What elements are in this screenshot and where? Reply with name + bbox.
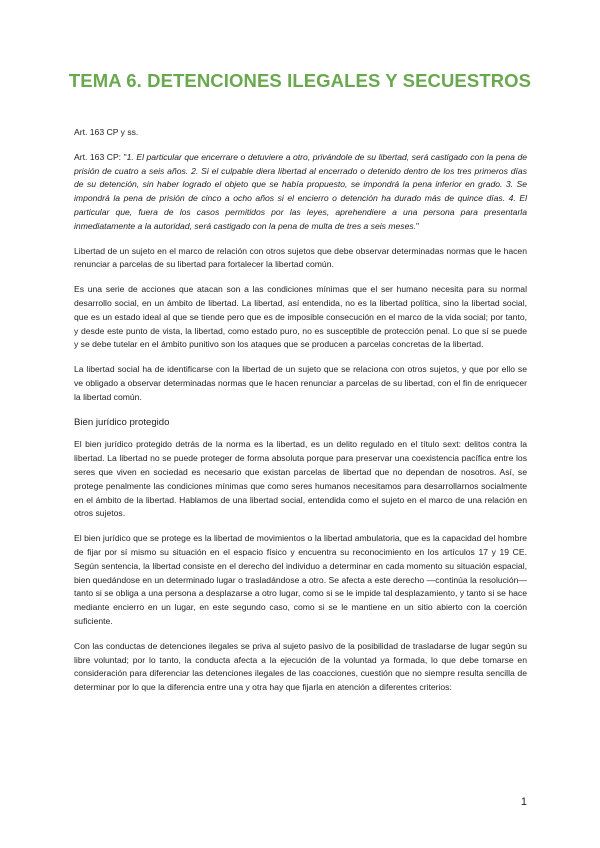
article-intro: Art. 163 CP: " <box>74 151 127 162</box>
section-subheading: Bien jurídico protegido <box>74 416 170 428</box>
paragraph: El bien jurídico protegido detrás de la norma es la libertad, es un delito regulado en el título sext: delitos contra la libertad. La libertad no se puede proteger de forma absoluta porque para preservar una coexistencia pacífica entre los seres que viven en sociedad es necesario que existan parcelas de libertad que no dependan de nosotros. Así, se protege penalmente las condiciones mínimas que como seres humanos necesitamos para desarrollarnos socialmente en el ámbito de la libertad. Hablamos de una libertad social, entendida como el sujeto en el marco de una relación en otros sujetos. <box>74 439 527 519</box>
document-body <box>74 126 527 706</box>
article-outro: " <box>416 220 420 231</box>
article-quote-paragraph <box>74 151 527 234</box>
article-quote: 1. El particular que encerrare o detuviere a otro, privándole de su libertad, será castigado con la pena de prisión de cuatro a seis años. 2. Si el culpable diera libertad al encerrado o detenido dentro de los tres primeros días de su detención, sin haber logrado el objeto que se había propuesto, se impondrá la pena inferior en grado. 3. Se impondrá la pena de prisión de cinco a ocho años si el encierro o detención ha durado más de quince días. 4. El particular que, fuera de los casos permitidos por las leyes, aprehendiere a una persona para presentarla inmediatamente a la autoridad, será castigado con la pena de multa de tres a seis meses. <box>74 151 527 231</box>
paragraph: El bien jurídico que se protege es la libertad de movimientos o la libertad ambulatoria, que es la capacidad del hombre de fijar por sí mismo su situación en el espacio físico y encuentra su reconocimiento en los artículos 17 y 19 CE. Según sentencia, la libertad consiste en el derecho del individuo a determinar en cada momento su situación espacial, bien quedándose en un determinado lugar o trasladándose a otro. Se afecta a este derecho —continúa la resolución— tanto si se obliga a una persona a desplazarse a otro lugar, como si se le impide tal desplazamiento, y tanto si se hace mediante encierro en un lugar, en este segundo caso, como si se le mantiene en un sitio abierto con la coerción suficiente. <box>74 533 527 626</box>
paragraph: Libertad de un sujeto en el marco de relación con otros sujetos que debe observar determinadas normas que le hacen renunciar a parcelas de su libertad para fortalecer la libertad común. <box>74 245 527 270</box>
paragraph: Con las conductas de detenciones ilegales se priva al sujeto pasivo de la posibilidad de trasladarse de lugar según su libre voluntad; por lo tanto, la conducta afecta a la ejecución de la voluntad ya formada, lo que debe tomarse en consideración para diferenciar las detenciones ilegales de las coacciones, cuestión que no siempre resulta sencilla de determinar por lo que la diferencia entre una y otra hay que fijarla en atención a diferentes criterios: <box>74 640 527 693</box>
page-title: TEMA 6. DETENCIONES ILEGALES Y SECUESTROS <box>68 70 532 91</box>
paragraph: Es una serie de acciones que atacan son a las condiciones mínimas que el ser humano necesita para su normal desarrollo social, en un ámbito de libertad. La libertad, así entendida, no es la libertad política, sino la libertad social, que es un estado ideal al que se tiende pero que es de imposible consecución en el marco de la vida social; por tanto, y desde este punto de vista, la libertad, como estado puro, no es susceptible de protección penal. Lo que sí se puede y se debe tutelar en el ámbito punitivo son los ataques que se producen a parcelas concretas de la libertad. <box>74 284 527 350</box>
page-number: 1 <box>520 796 527 808</box>
paragraph: La libertad social ha de identificarse con la libertad de un sujeto que se relaciona con otros sujetos, y que por ello se ve obligado a observar determinadas normas que le hacen renunciar a parcelas de su libertad, con el fin de enriquecer la libertad común. <box>74 364 527 402</box>
article-reference: Art. 163 CP y ss. <box>74 127 139 137</box>
